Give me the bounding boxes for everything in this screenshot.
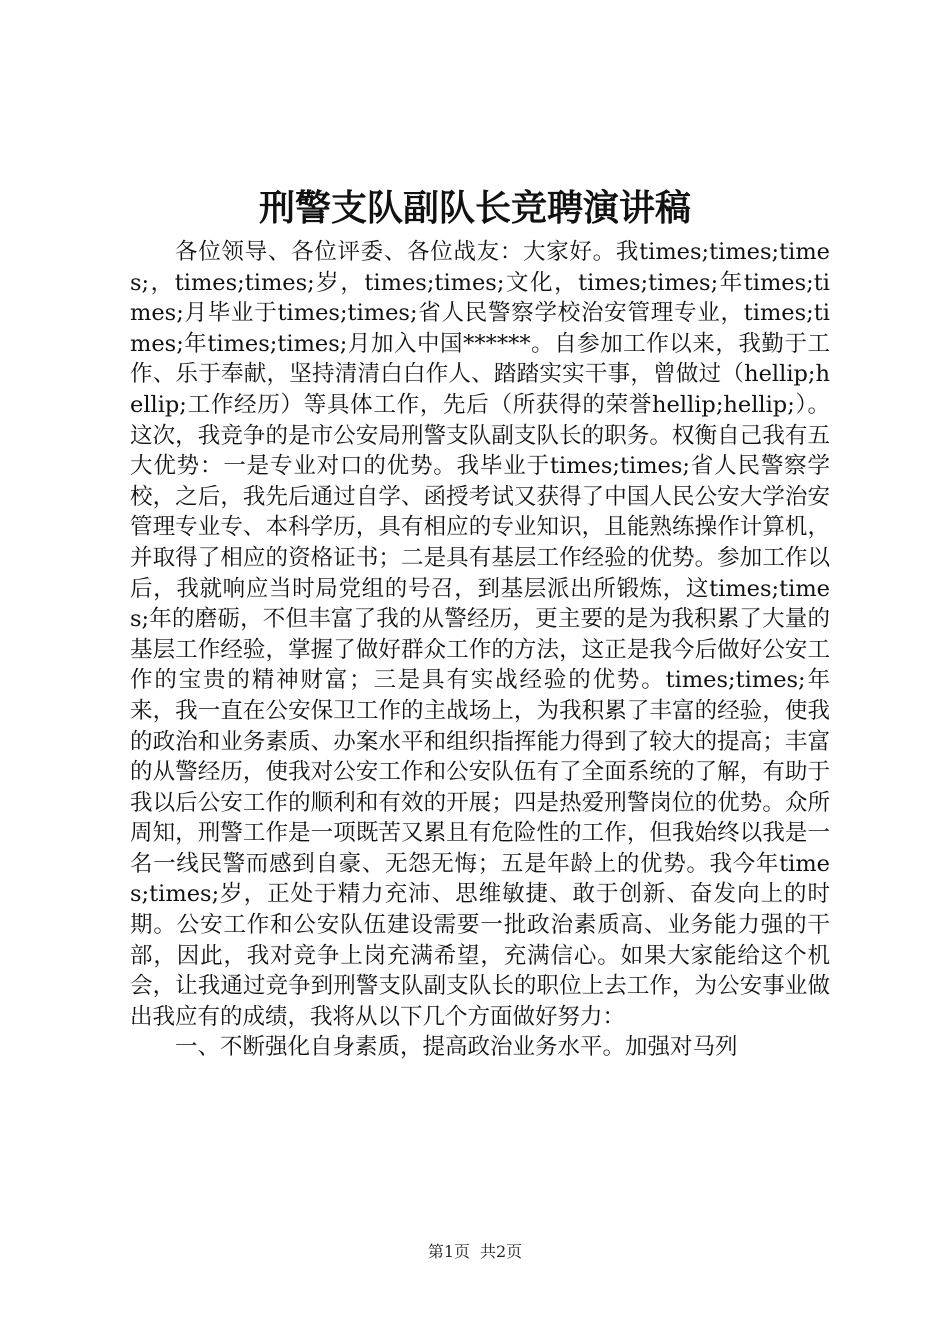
- body-paragraph-intro: 各位领导、各位评委、各位战友：大家好。我times;times;times;，times;times;岁，times;times;文化，times;times;年times;times;月毕业于times;times;省人民警察学校治安管理专业，times;times;年times;times;月加入中国******。自参加工作以来，我勤于工作、乐于奉献，坚持清清白白作人、踏踏实实干事，曾做过（hellip;hellip;工作经历）等具体工作，先后（所获得的荣誉hellip;hellip;）。这次，我竞争的是市公安局刑警支队副支队长的职务。权衡自己我有五大优势：一是专业对口的优势。我毕业于times;times;省人民警察学校，之后，我先后通过自学、函授考试又获得了中国人民公安大学治安管理专业专、本科学历，具有相应的专业知识，且能熟练操作计算机，并取得了相应的资格证书；二是具有基层工作经验的优势。参加工作以后，我就响应当时局党组的号召，到基层派出所锻炼，这times;times;年的磨砺，不但丰富了我的从警经历，更主要的是为我积累了大量的基层工作经验，掌握了做好群众工作的方法，这正是我今后做好公安工作的宝贵的精神财富；三是具有实战经验的优势。times;times;年来，我一直在公安保卫工作的主战场上，为我积累了丰富的经验，使我的政治和业务素质、办案水平和组织指挥能力得到了较大的提高；丰富的从警经历，使我对公安工作和公安队伍有了全面系统的了解，有助于我以后公安工作的顺利和有效的开展；四是热爱刑警岗位的优势。众所周知，刑警工作是一项既苦又累且有危险性的工作，但我始终以我是一名一线民警而感到自豪、无怨无悔；五是年龄上的优势。我今年times;times;岁，正处于精力充沛、思维敏捷、敢于创新、奋发向上的时期。公安工作和公安队伍建设需要一批政治素质高、业务能力强的干部，因此，我对竞争上岗充满希望，充满信心。如果大家能给这个机会，让我通过竞争到刑警支队副支队长的职位上去工作，为公安事业做出我应有的成绩，我将从以下几个方面做好努力：: [130, 239, 830, 1030]
- document-title: 刑警支队副队长竞聘演讲稿: [258, 187, 691, 229]
- page-number-current: 第1页: [427, 1242, 470, 1261]
- document-body: [130, 237, 830, 1063]
- body-paragraph-point-one: 一、不断强化自身素质，提高政治业务水平。加强对马列: [175, 1034, 738, 1061]
- page-footer: [0, 1241, 950, 1263]
- page-number-total: 共2页: [480, 1242, 523, 1261]
